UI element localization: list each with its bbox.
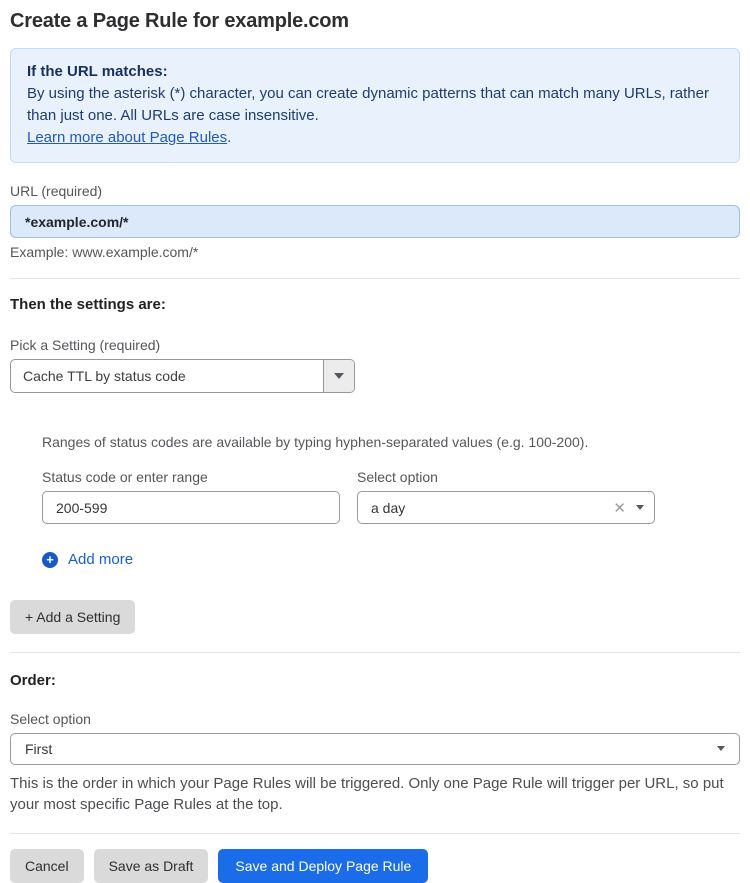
learn-more-link[interactable]: Learn more about Page Rules [27, 129, 228, 147]
url-field-section [10, 183, 740, 260]
url-example-helper: Example: www.example.com/* [10, 244, 199, 261]
order-helper-text: This is the order in which your Page Rules will be triggered. Only one Page Rule will trigger per URL, so put your most specific Page Rules at the top. [10, 774, 724, 813]
plus-circle-icon: + [42, 552, 58, 568]
chevron-down-icon [717, 746, 725, 751]
ttl-select-value: a day [371, 499, 406, 516]
add-a-setting-button[interactable]: + Add a Setting [10, 600, 135, 634]
ttl-select-label: Select option [357, 469, 438, 486]
order-heading: Order: [10, 671, 56, 689]
divider [10, 278, 740, 279]
info-box-heading: If the URL matches: [27, 63, 168, 80]
setting-picker-value: Cache TTL by status code [23, 368, 186, 385]
add-more-link[interactable] [42, 551, 133, 568]
footer-actions [10, 849, 740, 883]
save-as-draft-button[interactable]: Save as Draft [94, 849, 209, 883]
status-code-label: Status code or enter range [42, 469, 208, 486]
info-box-link-line [27, 127, 723, 149]
ttl-select[interactable] [357, 491, 655, 524]
save-and-deploy-button[interactable]: Save and Deploy Page Rule [218, 849, 428, 883]
order-select-label: Select option [10, 710, 91, 727]
clear-icon[interactable]: ✕ [613, 499, 626, 517]
order-select[interactable] [10, 733, 740, 765]
page-title: Create a Page Rule for example.com [10, 10, 349, 32]
setting-picker-block [10, 337, 740, 393]
link-period: . [227, 129, 232, 147]
status-code-column [42, 469, 340, 524]
chevron-down-icon [636, 505, 644, 510]
order-select-value: First [25, 740, 53, 757]
cancel-button[interactable]: Cancel [10, 849, 84, 883]
order-select-block [10, 711, 740, 815]
chevron-down-icon [334, 373, 344, 379]
status-range-note: Ranges of status codes are available by typing hyphen-separated values (e.g. 100-200). [42, 434, 589, 451]
status-code-row [42, 469, 740, 524]
ttl-select-column [357, 469, 655, 524]
add-setting-row [10, 569, 740, 634]
url-matches-info-box [10, 48, 740, 163]
order-section [10, 672, 740, 815]
status-code-input[interactable] [42, 491, 340, 524]
setting-picker-label: Pick a Setting (required) [10, 337, 161, 354]
url-input[interactable] [10, 205, 740, 238]
setting-picker-arrow-box[interactable] [323, 360, 354, 392]
divider [10, 652, 740, 653]
add-more-label: Add more [68, 551, 134, 569]
divider [10, 833, 740, 834]
setting-picker-select[interactable] [10, 359, 355, 393]
info-box-body: By using the asterisk (*) character, you can create dynamic patterns that can match many URLs, rather than just one. All URLs are case insensitive. [27, 85, 709, 125]
settings-section [10, 296, 740, 634]
url-field-label: URL (required) [10, 183, 103, 200]
settings-heading: Then the settings are: [10, 296, 166, 314]
